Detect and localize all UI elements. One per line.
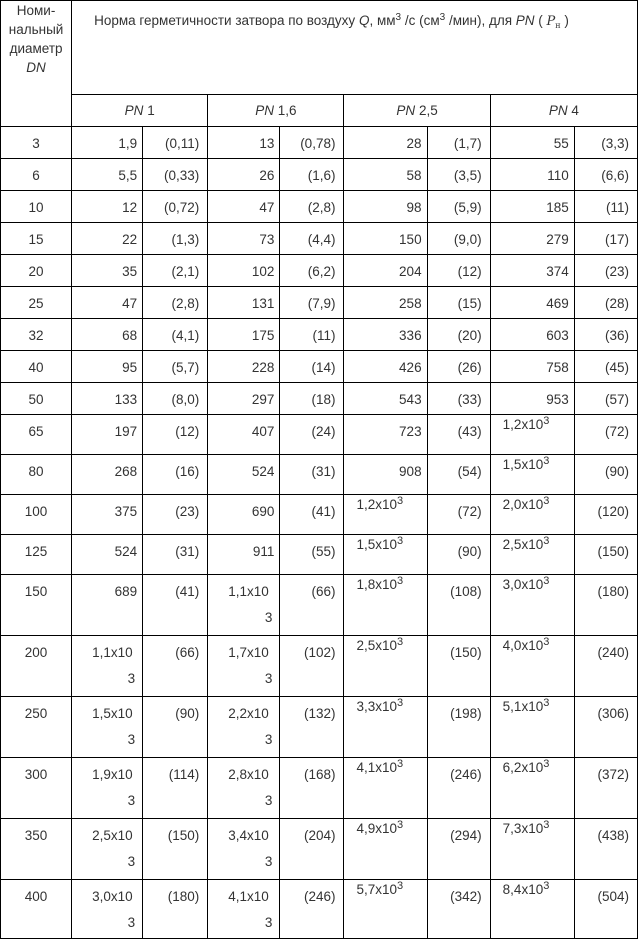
title-text: , мм [369,13,396,28]
leak-value-cm3-cell: (66) [280,575,344,636]
dn-cell: 150 [1,575,72,636]
superscript: 3 [543,697,550,709]
leak-value-mantissa: 8,4x10 [502,882,544,897]
leak-value-cell: 5,5 [72,159,143,191]
title-text: /с (см [401,13,440,28]
leak-value-cell [208,819,280,880]
leak-value-cm3-cell: (11) [574,191,637,223]
title-pn-symbol: PN [515,13,535,28]
superscript: 3 [395,12,402,23]
leak-value-cell: 603 [490,319,574,351]
title-q-symbol: Q [358,13,370,28]
leak-value-cm3-cell: (45) [574,351,637,383]
leak-value-cell [490,819,574,880]
title-text: ( [534,13,547,28]
leak-value-cm3-cell: (6,2) [280,255,344,287]
leak-value-mantissa: 3,0x10 [502,577,544,592]
leak-value-mantissa: 2,5x10 [356,638,398,653]
leak-value-cm3-cell: (72) [427,495,490,535]
leak-value-cm3-cell: (23) [143,495,208,535]
leak-value-cm3-cell: (120) [574,495,637,535]
leak-value-cell [344,697,427,758]
table-row [1,455,638,495]
leak-value-cell [344,575,427,636]
table-header-row [1,1,638,95]
table-row [1,636,638,697]
dn-cell: 100 [1,495,72,535]
leak-value-cell [208,880,280,939]
dn-header-line: диаметр [9,41,63,56]
leak-value-exponent: 3 [127,793,136,808]
leak-value-cell: 524 [72,535,143,575]
table-row [1,697,638,758]
leak-value-cm3-cell: (23) [574,255,637,287]
leak-value-exponent: 3 [127,671,136,686]
leak-value-mantissa: 1,1x10 [228,584,269,599]
leak-value-cm3-cell: (5,9) [427,191,490,223]
leak-value-cm3-cell: (18) [280,383,344,415]
superscript: 3 [543,880,550,892]
leak-value-mantissa: 1,1x10 [92,645,133,660]
leak-value-cell: 47 [208,191,280,223]
leak-value-cell: 28 [344,127,427,159]
leak-value-mantissa: 3,3x10 [356,699,398,714]
leak-value-cm3-cell: (1,7) [427,127,490,159]
pn-value: 4 [567,103,579,118]
leak-value-cell: 690 [208,495,280,535]
superscript: 3 [543,819,550,831]
leak-value-cm3-cell: (198) [427,697,490,758]
leak-value-cell: 911 [208,535,280,575]
dn-cell: 300 [1,758,72,819]
leak-value-cm3-cell: (504) [574,880,637,939]
pn-column-header [490,95,637,127]
leak-value-cell [344,758,427,819]
superscript: 3 [397,758,404,770]
superscript: 3 [543,495,550,507]
leak-value-mantissa: 2,2x10 [228,706,269,721]
leak-value-cell [490,495,574,535]
leak-value-cm3-cell: (9,0) [427,223,490,255]
leak-value-cm3-cell: (1,6) [280,159,344,191]
table-row [1,159,638,191]
leak-value-cell: 95 [72,351,143,383]
leak-value-cell [344,535,427,575]
leak-value-cm3-cell: (12) [427,255,490,287]
leak-value-cell: 102 [208,255,280,287]
dn-cell: 6 [1,159,72,191]
leak-value-mantissa: 4,9x10 [356,821,398,836]
table-row [1,415,638,455]
pn-value: 2,5 [415,103,438,118]
leak-value-cm3-cell: (114) [143,758,208,819]
leak-value-cell: 258 [344,287,427,319]
dn-cell: 125 [1,535,72,575]
leak-value-cell [490,535,574,575]
leak-value-cell [344,819,427,880]
leak-value-cell: 35 [72,255,143,287]
leak-value-cell [490,697,574,758]
leak-value-exponent: 3 [264,610,273,625]
leak-value-cell [72,819,143,880]
title-text: Норма герметичности затвора по воздуху [94,13,359,28]
leak-value-cell [208,575,280,636]
leak-value-cell [208,697,280,758]
pn-column-header [344,95,490,127]
leak-value-cm3-cell: (246) [427,758,490,819]
dn-cell: 350 [1,819,72,880]
pn-value: 1 [143,103,155,118]
leak-value-cell [490,415,574,455]
leak-value-cell: 98 [344,191,427,223]
leak-value-cm3-cell: (41) [143,575,208,636]
leak-value-cell: 297 [208,383,280,415]
leak-value-cell [490,758,574,819]
leak-value-cell: 204 [344,255,427,287]
superscript: 3 [397,495,404,507]
leak-value-cm3-cell: (0,11) [143,127,208,159]
leak-value-mantissa: 7,3x10 [502,821,544,836]
leak-value-cell [208,636,280,697]
leak-value-mantissa: 1,2x10 [356,497,398,512]
leak-value-mantissa: 1,7x10 [228,645,269,660]
table-row [1,127,638,159]
leak-value-cell [344,495,427,535]
dn-cell: 50 [1,383,72,415]
pn-symbol: PN [255,103,274,118]
leak-value-cm3-cell: (372) [574,758,637,819]
leak-value-cm3-cell: (102) [280,636,344,697]
leak-value-cell: 73 [208,223,280,255]
leak-value-cm3-cell: (57) [574,383,637,415]
leak-value-cell: 131 [208,287,280,319]
leak-value-cell: 150 [344,223,427,255]
leak-value-cm3-cell: (2,1) [143,255,208,287]
leak-value-cm3-cell: (90) [574,455,637,495]
leak-value-cell: 175 [208,319,280,351]
leak-value-cm3-cell: (306) [574,697,637,758]
title-text: ) [560,13,569,28]
leak-value-cm3-cell: (16) [143,455,208,495]
pn-value: 1,6 [273,103,297,118]
table-row [1,535,638,575]
superscript: 3 [543,415,550,427]
table-row [1,495,638,535]
leak-value-mantissa: 2,5x10 [502,537,544,552]
leak-value-cell [72,758,143,819]
dn-cell: 32 [1,319,72,351]
leak-value-cell [344,880,427,939]
leak-value-cm3-cell: (6,6) [574,159,637,191]
leak-value-cell [208,758,280,819]
leak-value-cell: 524 [208,455,280,495]
leak-value-cm3-cell: (26) [427,351,490,383]
leak-value-cm3-cell: (43) [427,415,490,455]
leak-value-cm3-cell: (180) [574,575,637,636]
leak-value-cell: 12 [72,191,143,223]
leak-value-cm3-cell: (3,5) [427,159,490,191]
leak-value-cm3-cell: (72) [574,415,637,455]
leak-value-cell: 469 [490,287,574,319]
table-row [1,191,638,223]
leak-value-cm3-cell: (132) [280,697,344,758]
leak-value-cm3-cell: (15) [427,287,490,319]
superscript: 3 [397,880,404,892]
leak-value-cell: 543 [344,383,427,415]
dn-cell: 65 [1,415,72,455]
leak-value-cell: 110 [490,159,574,191]
leak-value-cm3-cell: (12) [143,415,208,455]
leak-value-cell: 407 [208,415,280,455]
leak-value-cm3-cell: (150) [427,636,490,697]
leak-value-cell: 336 [344,319,427,351]
superscript: 3 [397,819,404,831]
leak-value-mantissa: 5,7x10 [356,882,398,897]
leak-value-cell: 758 [490,351,574,383]
leak-value-exponent: 3 [127,854,136,869]
leak-value-mantissa: 1,5x10 [92,706,133,721]
leak-value-cm3-cell: (11) [280,319,344,351]
table-row [1,223,638,255]
leak-value-cm3-cell: (2,8) [143,287,208,319]
pn-symbol: PN [124,103,144,118]
table-row [1,383,638,415]
superscript: 3 [439,12,446,23]
leak-value-mantissa: 2,8x10 [228,767,269,782]
leak-value-cell [72,636,143,697]
table-row [1,351,638,383]
leak-value-mantissa: 2,0x10 [502,497,544,512]
leak-value-cm3-cell: (54) [427,455,490,495]
leak-value-mantissa: 4,0x10 [502,638,544,653]
leak-value-cell [72,880,143,939]
leak-value-cell: 228 [208,351,280,383]
leak-value-cell: 68 [72,319,143,351]
dn-cell: 250 [1,697,72,758]
leak-value-cell: 908 [344,455,427,495]
table-title-cell [72,1,638,95]
leak-value-cell: 374 [490,255,574,287]
leak-value-cm3-cell: (33) [427,383,490,415]
dn-cell: 3 [1,127,72,159]
leak-value-cell: 26 [208,159,280,191]
dn-header-line: нальный [8,22,64,37]
leak-value-cm3-cell: (36) [574,319,637,351]
leak-value-cm3-cell: (108) [427,575,490,636]
leak-value-cell: 47 [72,287,143,319]
leak-value-mantissa: 1,8x10 [356,577,398,592]
dn-cell: 200 [1,636,72,697]
leak-value-cm3-cell: (150) [574,535,637,575]
table-row [1,758,638,819]
leak-value-cell: 58 [344,159,427,191]
pressure-symbol [547,14,561,29]
pn-column-header [72,95,208,127]
leak-value-cm3-cell: (204) [280,819,344,880]
leak-value-exponent: 3 [264,732,273,747]
leak-value-mantissa: 6,2x10 [502,760,544,775]
leak-value-cm3-cell: (150) [143,819,208,880]
leak-value-cm3-cell: (0,72) [143,191,208,223]
dn-cell: 80 [1,455,72,495]
dn-header-symbol: DN [26,60,46,75]
leak-value-cm3-cell: (31) [143,535,208,575]
leak-value-cell: 133 [72,383,143,415]
leak-value-cell: 185 [490,191,574,223]
leak-value-mantissa: 3,4x10 [228,828,269,843]
table-row [1,819,638,880]
superscript: 3 [397,697,404,709]
leak-value-mantissa: 3,0x10 [92,889,133,904]
leak-value-mantissa: 5,1x10 [502,699,544,714]
leak-value-cm3-cell: (438) [574,819,637,880]
dn-header-cell [1,1,72,127]
leak-value-cm3-cell: (0,78) [280,127,344,159]
leak-value-cell [490,880,574,939]
pressure-symbol-letter: P [546,14,556,29]
superscript: 3 [543,758,550,770]
leak-value-cm3-cell: (246) [280,880,344,939]
leak-value-cm3-cell: (41) [280,495,344,535]
leak-value-cm3-cell: (55) [280,535,344,575]
leak-value-mantissa: 4,1x10 [356,760,398,775]
leak-value-cm3-cell: (8,0) [143,383,208,415]
leak-value-exponent: 3 [127,915,136,930]
leak-value-cm3-cell: (180) [143,880,208,939]
table-row [1,880,638,939]
leak-value-cm3-cell: (90) [143,697,208,758]
leak-value-cm3-cell: (0,33) [143,159,208,191]
leak-value-exponent: 3 [264,671,273,686]
superscript: 3 [397,535,404,547]
superscript: 3 [397,575,404,587]
leak-value-cell: 197 [72,415,143,455]
leak-value-cell: 55 [490,127,574,159]
leak-value-cell: 268 [72,455,143,495]
pn-symbol: PN [396,103,416,118]
pn-symbol: PN [548,103,568,118]
table-row [1,575,638,636]
leak-value-cm3-cell: (28) [574,287,637,319]
leak-value-cell: 22 [72,223,143,255]
dn-cell: 15 [1,223,72,255]
table-row [1,255,638,287]
leak-value-cell: 426 [344,351,427,383]
leak-value-cell [490,575,574,636]
leak-value-mantissa: 1,5x10 [356,537,398,552]
leak-value-cell [490,455,574,495]
leak-value-cm3-cell: (294) [427,819,490,880]
leak-value-mantissa: 1,9x10 [92,767,133,782]
leak-value-cm3-cell: (24) [280,415,344,455]
leak-value-exponent: 3 [264,793,273,808]
leak-value-cm3-cell: (7,9) [280,287,344,319]
leak-value-cell: 279 [490,223,574,255]
leak-value-cm3-cell: (20) [427,319,490,351]
leak-value-exponent: 3 [127,732,136,747]
dn-cell: 25 [1,287,72,319]
dn-cell: 10 [1,191,72,223]
pressure-symbol-subscript: н [555,21,561,30]
superscript: 3 [543,535,550,547]
leak-value-cm3-cell: (168) [280,758,344,819]
leak-value-cm3-cell: (2,8) [280,191,344,223]
leak-value-cm3-cell: (342) [427,880,490,939]
title-text: /мин), для [445,13,516,28]
leak-value-cell: 1,9 [72,127,143,159]
pn-header-row [1,95,638,127]
leak-value-cell: 13 [208,127,280,159]
leak-value-cell: 953 [490,383,574,415]
dn-cell: 20 [1,255,72,287]
leak-value-mantissa: 1,2x10 [502,417,544,432]
leak-value-exponent: 3 [264,915,273,930]
pn-column-header [208,95,344,127]
leak-value-cm3-cell: (240) [574,636,637,697]
leak-value-exponent: 3 [264,854,273,869]
leak-value-cell: 689 [72,575,143,636]
superscript: 3 [543,455,550,467]
superscript: 3 [543,636,550,648]
leak-value-cm3-cell: (66) [143,636,208,697]
leak-value-mantissa: 4,1x10 [228,889,269,904]
dn-cell: 400 [1,880,72,939]
dn-header-line: Номи- [16,3,56,18]
leak-value-cell: 723 [344,415,427,455]
leak-value-cell: 375 [72,495,143,535]
leak-value-cm3-cell: (4,1) [143,319,208,351]
table-row [1,287,638,319]
leak-value-cell [344,636,427,697]
leak-value-cm3-cell: (4,4) [280,223,344,255]
leak-value-cm3-cell: (17) [574,223,637,255]
leak-value-cell [490,636,574,697]
superscript: 3 [543,575,550,587]
leak-value-cm3-cell: (1,3) [143,223,208,255]
leak-value-cell [72,697,143,758]
superscript: 3 [397,636,404,648]
leak-value-cm3-cell: (90) [427,535,490,575]
leak-value-cm3-cell: (31) [280,455,344,495]
leak-value-mantissa: 1,5x10 [502,457,544,472]
dn-cell: 40 [1,351,72,383]
leak-value-cm3-cell: (14) [280,351,344,383]
leak-value-cm3-cell: (3,3) [574,127,637,159]
leak-value-cm3-cell: (5,7) [143,351,208,383]
leak-value-mantissa: 2,5x10 [92,828,133,843]
table-row [1,319,638,351]
